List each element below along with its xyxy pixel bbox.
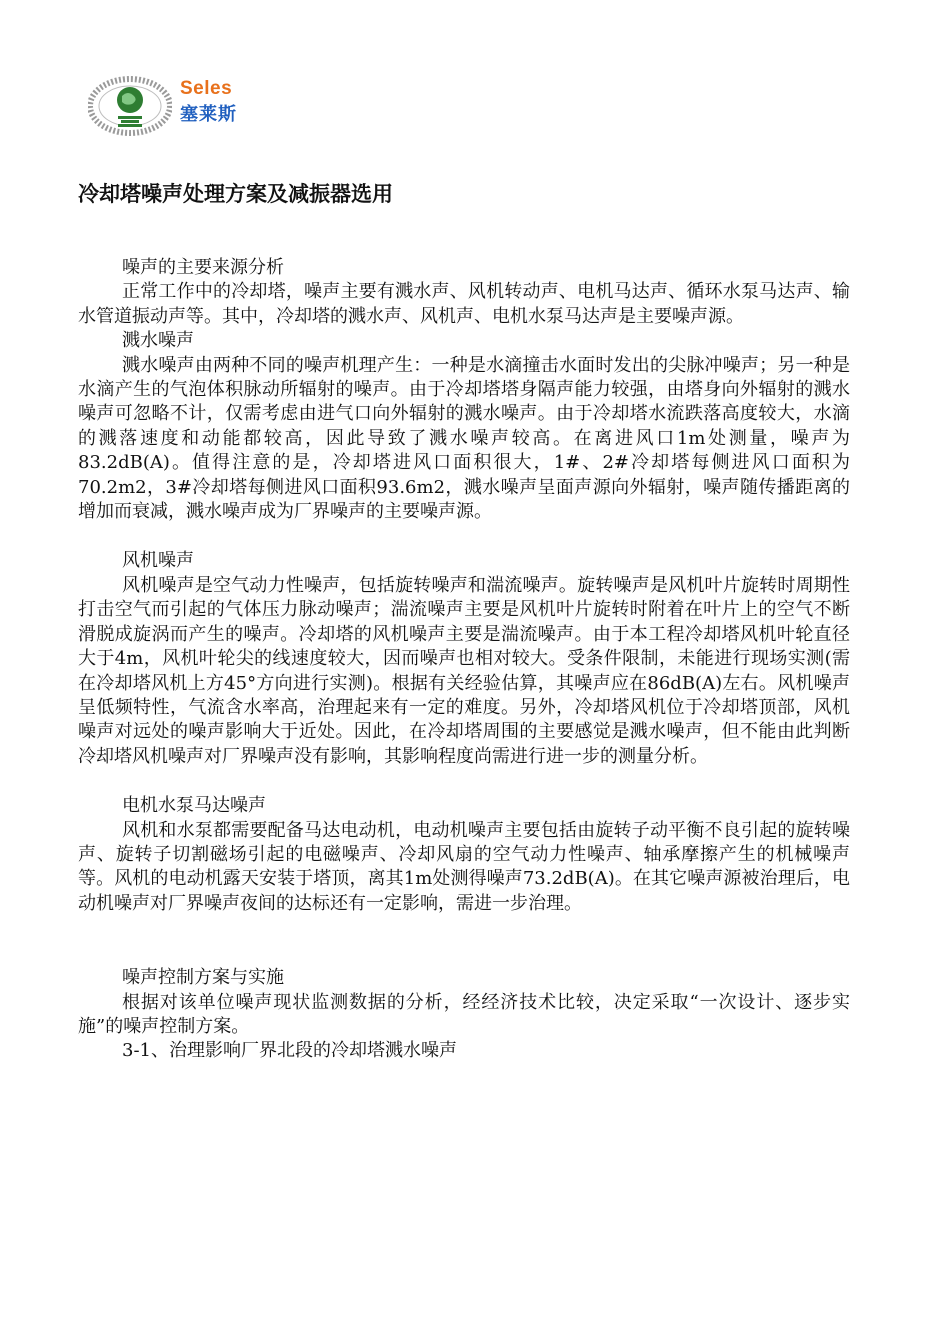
section-text-control-plan: 根据对该单位噪声现状监测数据的分析，经经济技术比较，决定采取“一次设计、逐步实施”的噪声控制方案。 — [78, 991, 850, 1037]
section-heading-control-plan: 噪声控制方案与实施 — [122, 967, 284, 989]
section-text-splash-noise: 溅水噪声由两种不同的噪声机理产生：一种是水滴撞击水面时发出的尖脉冲噪声；另一种是水滴产生的气泡体积脉动所辐射的噪声。由于冷却塔塔身隔声能力较强，由塔身向外辐射的溅水噪声可忽略不计，仅需考虑由进气口向外辐射的溅水噪声。由于冷却塔水流跌落高度较大，水滴的溅落速度和动能都较高，因此导致了溅水噪声较高。在离进风口1m处测量，噪声为83.2dB(A)。值得注意的是，冷却塔进风口面积很大，1#、2#冷却塔每侧进风口面积为70.2m2，3#冷却塔每侧进风口面积93.6m2，溅水噪声呈面声源向外辐射，噪声随传播距离的增加而衰减，溅水噪声成为厂界噪声的主要噪声源。 — [78, 354, 850, 523]
logo-chinese-text: 塞莱斯 — [180, 104, 237, 125]
paragraph-spacer — [78, 524, 850, 549]
logo-english-text: Seles — [180, 78, 233, 99]
company-logo — [88, 74, 278, 134]
section-heading-motor-noise: 电机水泵马达噪声 — [122, 795, 266, 817]
section-heading-fan-noise: 风机噪声 — [122, 550, 194, 572]
section-text-motor-noise: 风机和水泵都需要配备马达电动机，电动机噪声主要包括由旋转子动平衡不良引起的旋转噪声、旋转子切割磁场引起的电磁噪声、冷却风扇的空气动力性噪声、轴承摩擦产生的机械噪声等。风机的电动机露天安装于塔顶，离其1m处测得噪声73.2dB(A)。在其它噪声源被治理后，电动机噪声对厂界噪声夜间的达标还有一定影响，需进一步治理。 — [78, 819, 850, 914]
paragraph-spacer — [78, 769, 850, 794]
section-heading-splash-noise: 溅水噪声 — [122, 330, 194, 352]
globe-logo-icon — [88, 76, 172, 136]
section-heading-noise-sources: 噪声的主要来源分析 — [122, 257, 284, 278]
section-text-fan-noise: 风机噪声是空气动力性噪声，包括旋转噪声和湍流噪声。旋转噪声是风机叶片旋转时周期性打击空气而引起的气体压力脉动噪声；湍流噪声主要是风机叶片旋转时附着在叶片上的空气不断滑脱成旋涡而产生的噪声。冷却塔的风机噪声主要是湍流噪声。由于本工程冷却塔风机叶轮直径大于4m，风机叶轮尖的线速度较大，因而噪声也相对较大。受条件限制，未能进行现场实测(需在冷却塔风机上方45°方向进行实测)。根据有关经验估算，其噪声应在86dB(A)左右。风机噪声呈低频特性，气流含水率高，治理起来有一定的难度。另外，冷却塔风机位于冷却塔顶部，风机噪声对远处的噪声影响大于近处。因此，在冷却塔周围的主要感觉是溅水噪声，但不能由此判断冷却塔风机噪声对厂界噪声没有影响，其影响程度尚需进行进一步的测量分析。 — [78, 574, 850, 767]
document-title: 冷却塔噪声处理方案及减振器选用 — [78, 182, 393, 206]
section-text-noise-sources: 正常工作中的冷却塔，噪声主要有溅水声、风机转动声、电机马达声、循环水泵马达声、输水管道振动声等。其中，冷却塔的溅水声、风机声、电机水泵马达声是主要噪声源。 — [78, 281, 850, 327]
section-subitem-3-1: 3-1、治理影响厂界北段的冷却塔溅水噪声 — [122, 1040, 457, 1062]
document-body — [78, 256, 850, 1064]
paragraph-spacer — [78, 916, 850, 966]
